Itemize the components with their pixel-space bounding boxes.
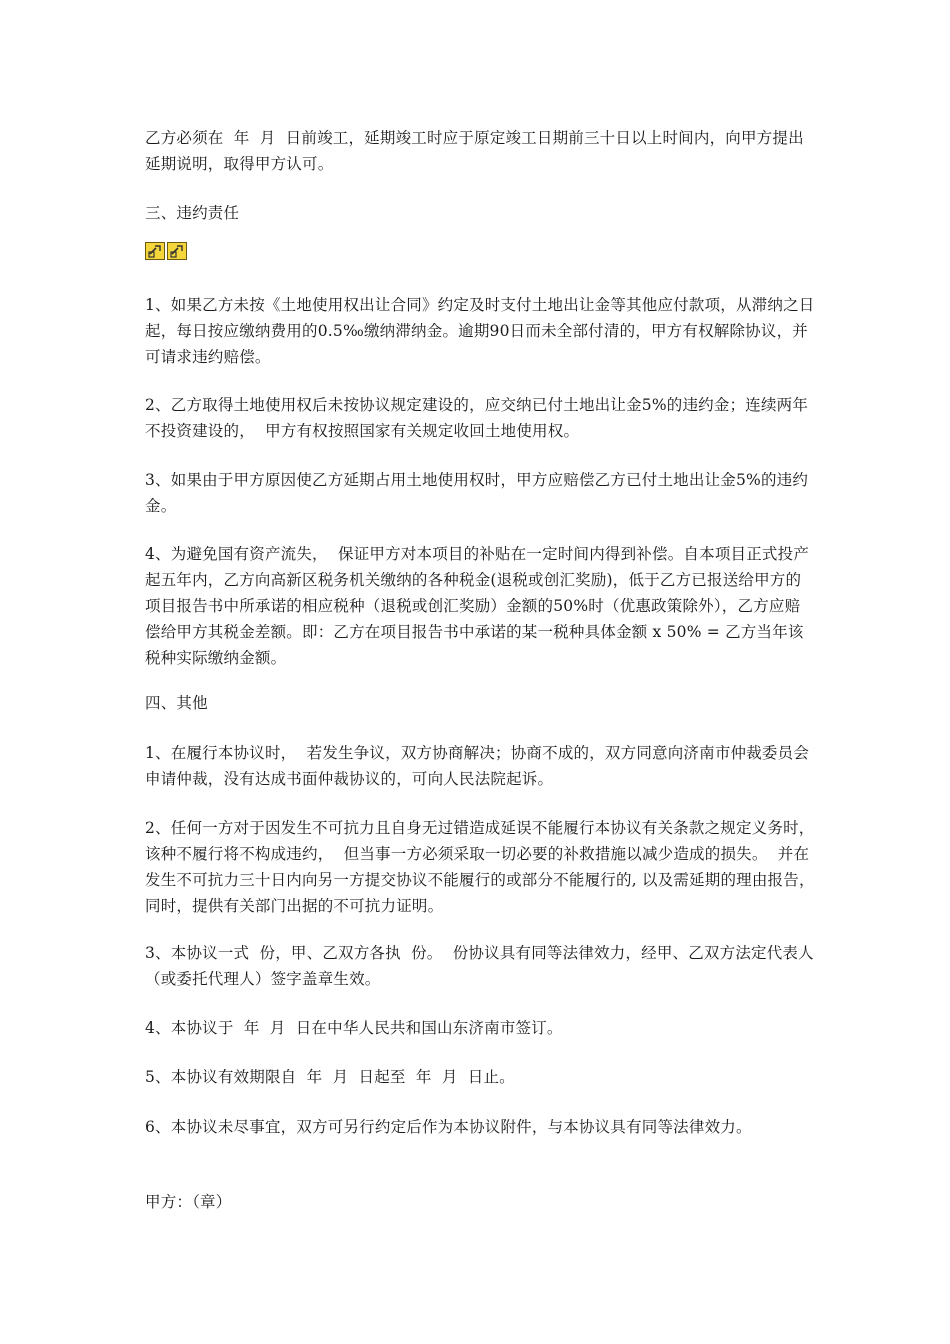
section-four-heading: 四、其他: [145, 694, 208, 712]
party-a-signature: 甲方：（章）: [145, 1193, 232, 1211]
other-clause-3: 3、本协议一式 份，甲、乙双方各执 份。 份协议具有同等法律效力，经甲、乙双方法定代表人（或委托代理人）签字盖章生效。: [145, 944, 814, 988]
other-clause-6: 6、本协议未尽事宜，双方可另行约定后作为本协议附件，与本协议具有同等法律效力。: [145, 1118, 752, 1136]
link-icon[interactable]: [167, 242, 187, 260]
liability-clause-3: 3、如果由于甲方原因使乙方延期占用土地使用权时，甲方应赔偿乙方已付土地出让金5%的违约金。: [145, 471, 809, 515]
other-clause-4: 4、本协议于 年 月 日在中华人民共和国山东济南市签订。: [145, 1019, 563, 1037]
liability-clause-4: 4、为避免国有资产流失， 保证甲方对本项目的补贴在一定时间内得到补偿。自本项目正式投产起五年内，乙方向高新区税务机关缴纳的各种税金(退税或创汇奖励)，低于乙方已报送给甲方的项目报告书中所承诺的相应税种（退税或创汇奖励）金额的50%时（优惠政策除外），乙方应赔偿给甲方其税金差额。即：乙方在项目报告书中承诺的某一税种具体金额 x 50% = 乙方当年该税种实际缴纳金额。: [145, 545, 810, 667]
other-clause-2: 2、任何一方对于因发生不可抗力且自身无过错造成延误不能履行本协议有关条款之规定义务时，该种不履行将不构成违约， 但当事一方必须采取一切必要的补救措施以减少造成的损失。 并在发生不可抗力三十日内向另一方提交协议不能履行的或部分不能履行的, 以及需延期的理由报告，同时，提供有关部门出据的不可抗力证明。: [145, 819, 815, 915]
other-clause-1: 1、在履行本协议时， 若发生争议，双方协商解决；协商不成的，双方同意向济南市仲裁委员会申请仲裁，没有达成书面仲裁协议的，可向人民法院起诉。: [145, 744, 810, 788]
section-three-heading: 三、违约责任: [145, 204, 240, 222]
embedded-icons: [145, 242, 191, 262]
completion-clause: 乙方必须在 年 月 日前竣工，延期竣工时应于原定竣工日期前三十日以上时间内，向甲方提出延期说明，取得甲方认可。: [145, 129, 804, 173]
liability-clause-1: 1、如果乙方未按《土地使用权出让合同》约定及时支付土地出让金等其他应付款项，从滞纳之日起，每日按应缴纳费用的0.5‰缴纳滞纳金。逾期90日而未全部付清的，甲方有权解除协议，并可请求违约赔偿。: [145, 296, 815, 366]
other-clause-5: 5、本协议有效期限自 年 月 日起至 年 月 日止。: [145, 1068, 515, 1086]
liability-clause-2: 2、乙方取得土地使用权后未按协议规定建设的，应交纳已付土地出让金5%的违约金；连续两年不投资建设的， 甲方有权按照国家有关规定收回土地使用权。: [145, 396, 809, 440]
link-icon[interactable]: [145, 242, 165, 260]
